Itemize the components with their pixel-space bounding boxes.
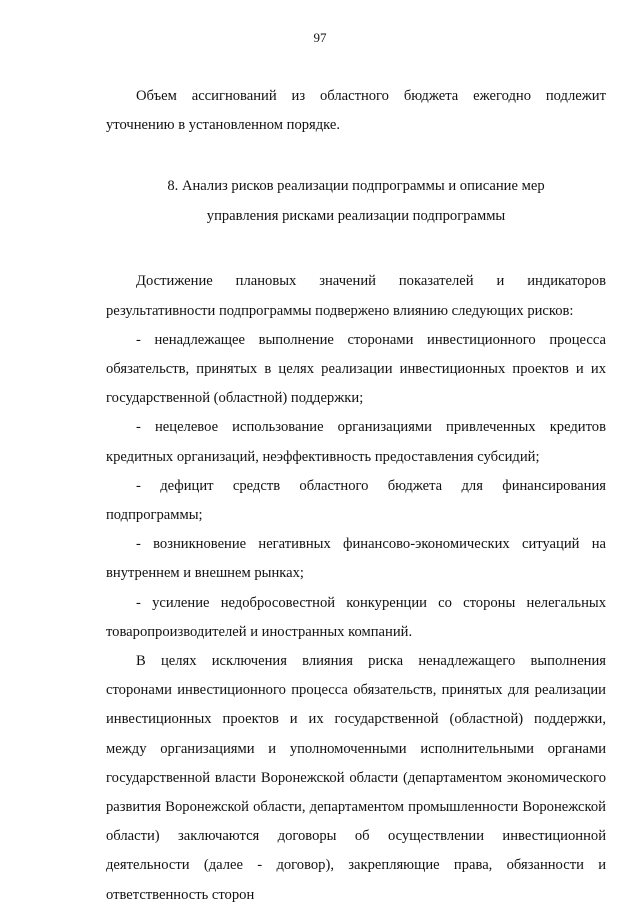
risk-item-5: - усиление недобросовестной конкуренции со стороны нелегальных товаропроизводителей и иностранных компаний. <box>106 594 606 640</box>
closing-paragraph: В целях исключения влияния риска ненадлежащего выполнения сторонами инвестиционного процесса обязательств, принятых для реализации инвестиционных проектов и их государственной (областной) поддержки, между организациями и уполномоченными исполнительными органами государственной власти Воронежской области (департаментом экономического развития Воронежской области, департаментом промышленности Воронежской области) заключаются договоры об осуществлении инвестиционной деятельности (далее - договор), закрепляющие права, обязанности и ответственность сторон <box>106 653 606 903</box>
section-heading <box>106 172 606 231</box>
page-number: 97 <box>313 30 327 45</box>
risk-item-1: - ненадлежащее выполнение сторонами инвестиционного процесса обязательств, принятых в целях реализации инвестиционных проектов и их государственной (областной) поддержки; <box>106 331 606 407</box>
section-heading-line-2: управления рисками реализации подпрограммы <box>206 207 506 224</box>
risk-item-3: - дефицит средств областного бюджета для финансирования подпрограммы; <box>106 477 606 524</box>
risk-item-4: - возникновение негативных финансово-экономических ситуаций на внутреннем и внешнем рынках; <box>106 536 606 582</box>
lead-paragraph: Достижение плановых значений показателей и индикаторов результативности подпрограммы подвержено влиянию следующих рисков: <box>106 273 606 319</box>
intro-paragraph: Объем ассигнований из областного бюджета ежегодно подлежит уточнению в установленном порядке. <box>106 88 606 134</box>
risk-item-2: - нецелевое использование организациями привлеченных кредитов кредитных организаций, неэффективность предоставления субсидий; <box>106 419 606 465</box>
document-body <box>106 82 606 910</box>
section-heading-line-1: 8. Анализ рисков реализации подпрограммы и описание мер <box>167 178 545 195</box>
